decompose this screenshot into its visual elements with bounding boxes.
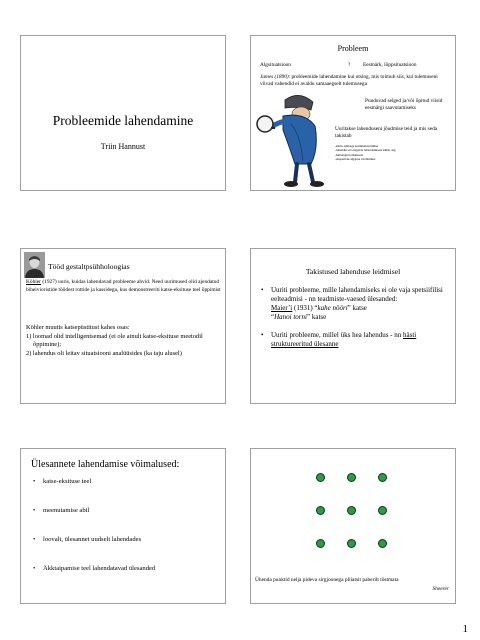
bullet-text: Uuriti probleeme, millel üks hea lahendus - nn bbox=[271, 330, 403, 339]
kohler-paragraph bbox=[26, 279, 222, 294]
page-number: 1 bbox=[462, 623, 468, 635]
method-line: -lahendus eri etappide lahendamisele kiiher aeg bbox=[335, 148, 396, 153]
puzzle-dot bbox=[378, 539, 387, 548]
initial-state-label: Algsituatsioon bbox=[260, 62, 291, 68]
slide-nine-dots bbox=[250, 448, 456, 604]
hanoi-line bbox=[271, 313, 447, 322]
portrait-photo-icon bbox=[24, 252, 45, 278]
goal-state-label: Eesmärk, lõppsituatsioon bbox=[363, 62, 417, 68]
hanoi-title: Hanoi torni bbox=[274, 312, 307, 321]
list-item bbox=[261, 286, 447, 322]
kohler-text: (1927) uuris, kuidas lahendavad probleeme ahvid. Need uurimused olid ajendatud biheivioristide töödest rottide ja kassidega, kus demonstreeriti katse-eksituse teel õppimist bbox=[26, 279, 221, 293]
structured-task-link[interactable]: hästi struktureeritud ülesanne bbox=[271, 330, 417, 348]
james-definition bbox=[260, 74, 450, 87]
hanoi-open-quote: “ bbox=[271, 312, 275, 321]
change-item-1: 1) loomad olid intelligentsemad (ei ole ainult katse-eksituse meetodil õppimine); bbox=[26, 332, 203, 349]
puzzle-dot bbox=[347, 539, 356, 548]
no-known-path-text: Puuduvad selged ja/või õpitud viisid eesmärgi saavutamiseks bbox=[365, 98, 443, 111]
changes-intro: Köhler muutis katsepüstitust kahes osas: bbox=[26, 324, 130, 331]
method-line: -hinnangud edukusele bbox=[335, 152, 364, 157]
obstacles-list bbox=[261, 286, 447, 349]
kohler-changes bbox=[26, 324, 222, 359]
puzzle-dot bbox=[378, 506, 387, 515]
slide-probleem bbox=[250, 35, 456, 191]
maier-ref: Maier’i bbox=[271, 303, 293, 312]
list-item: • loovalt, ülesannet uudselt lahendades bbox=[33, 536, 221, 543]
detective-with-magnifier-icon bbox=[255, 90, 331, 190]
options-list bbox=[33, 478, 221, 572]
kohler-ref: Köhler bbox=[26, 279, 41, 285]
puzzle-dot bbox=[316, 506, 325, 515]
puzzle-dot bbox=[316, 473, 325, 482]
maier-line bbox=[271, 304, 447, 313]
slide1-author: Triin Hannust bbox=[100, 142, 146, 151]
list-item bbox=[261, 331, 447, 349]
puzzle-caption: Ühenda punktid nelja pideva sirgjoonega pliiatsit paberilt tõstmata bbox=[255, 577, 399, 583]
slide1-title: Probleemide lahendamine bbox=[52, 113, 194, 128]
slide4-title: Takistused lahenduse leidmisel bbox=[305, 267, 401, 276]
bullet-text: Uuriti probleeme, mille lahendamiseks ei ole vaja spetsiifilisi eelteadmisi - nn teadmiste-vaesed ülesanded: bbox=[271, 286, 443, 303]
slide-obstacles bbox=[250, 248, 456, 404]
puzzle-dot bbox=[378, 473, 387, 482]
change-item-2: 2) lahendus oli leitav situatsiooni analüüsides (ka taju alusel) bbox=[26, 349, 182, 357]
james-text: : probleemide lahendamine kui otsing, mis toimub siis, kui tulemuseni viivad vahendid ei avaldu samaaegselt tulemusega bbox=[260, 74, 438, 87]
hanoi-end: ” katse bbox=[306, 312, 327, 321]
slide5-title: Ülesannete lahendamise võimalused: bbox=[31, 459, 180, 470]
list-item: • Äkktaipamise teel lahendatavad ülesanded bbox=[33, 565, 221, 572]
james-ref: James (1890) bbox=[260, 74, 289, 80]
method-line: -käitu- käibega kommenteerimine bbox=[335, 144, 379, 148]
list-item: • meenutamise abil bbox=[33, 507, 221, 514]
method-line: -ekspertide-algajate võrdlemine bbox=[335, 156, 376, 161]
puzzle-dot bbox=[347, 506, 356, 515]
slide2-title: Probleem bbox=[337, 44, 369, 53]
question-mark: ? bbox=[348, 62, 351, 68]
slide-title bbox=[20, 35, 226, 191]
puzzle-credit: Sheerer bbox=[432, 586, 449, 592]
research-text: Uuritakse lahenduseni jõudmise teid ja mis seda takistab bbox=[335, 126, 438, 139]
puzzle-dot bbox=[316, 539, 325, 548]
slide3-title: Tööd gestaltpsühholoogias bbox=[48, 262, 130, 271]
maier-title: kahe nööri bbox=[317, 303, 348, 312]
research-methods-list bbox=[335, 144, 453, 161]
maier-mid: (1931) “ bbox=[292, 303, 318, 312]
list-item: • katse-eksituse teel bbox=[33, 478, 221, 485]
slide-solving-options bbox=[20, 448, 226, 604]
maier-end: ” katse bbox=[347, 303, 367, 312]
slide-gestalt bbox=[20, 248, 226, 404]
puzzle-dot bbox=[347, 473, 356, 482]
